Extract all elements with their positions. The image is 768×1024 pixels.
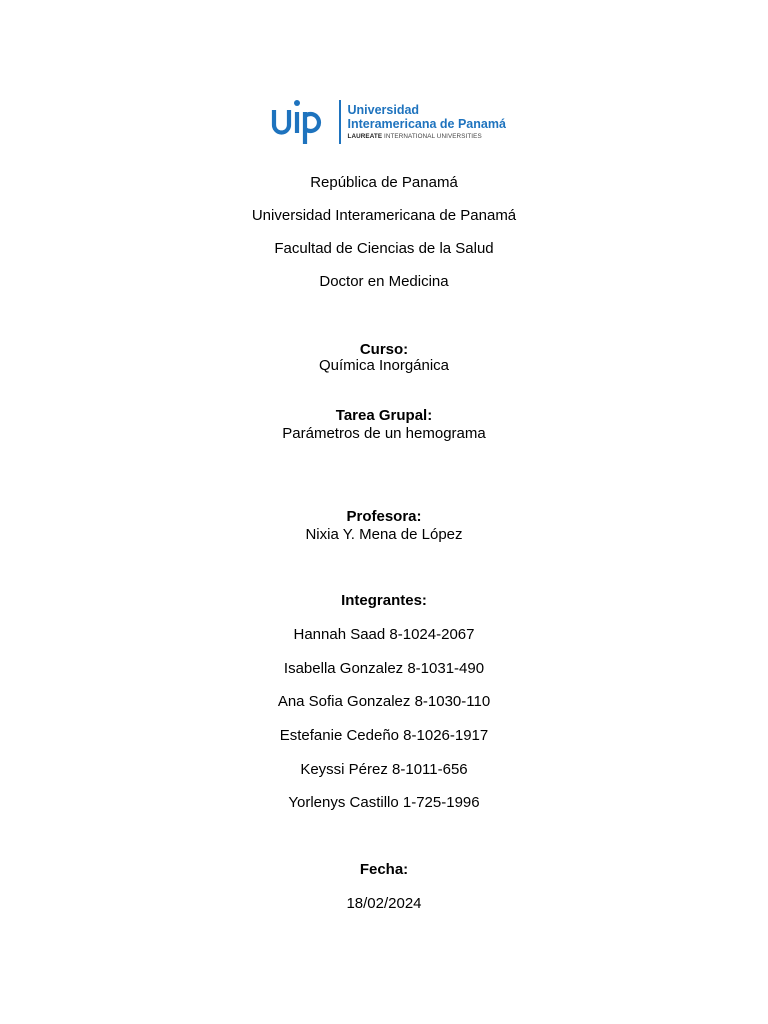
uip-logo-mark <box>270 98 334 146</box>
date-label: Fecha: <box>359 861 409 878</box>
university-logo <box>270 96 506 148</box>
logo-laureate-rest: INTERNATIONAL UNIVERSITIES <box>382 133 482 141</box>
program-line: Doctor en Medicina <box>319 273 449 290</box>
member-item: Ana Sofia Gonzalez 8-1030-110 <box>277 693 491 710</box>
course-value: Química Inorgánica <box>318 357 450 374</box>
member-item: Isabella Gonzalez 8-1031-490 <box>283 660 485 677</box>
course-label: Curso: <box>359 341 409 358</box>
logo-divider <box>339 100 341 144</box>
university-line: Universidad Interamericana de Panamá <box>251 207 517 224</box>
member-item: Yorlenys Castillo 1-725-1996 <box>288 794 480 811</box>
logo-line-universidad: Universidad <box>347 103 420 118</box>
members-label: Integrantes: <box>341 592 427 609</box>
assignment-label: Tarea Grupal: <box>335 407 433 424</box>
member-item: Hannah Saad 8-1024-2067 <box>293 626 475 643</box>
faculty-line: Facultad de Ciencias de la Salud <box>274 240 494 257</box>
country-line: República de Panamá <box>310 174 458 191</box>
logo-wordmark <box>348 103 506 140</box>
assignment-value: Parámetros de un hemograma <box>282 425 486 442</box>
logo-laureate-bold: LAUREATE <box>347 133 383 141</box>
member-item: Estefanie Cedeño 8-1026-1917 <box>279 727 489 744</box>
professor-value: Nixia Y. Mena de López <box>305 526 463 543</box>
member-item: Keyssi Pérez 8-1011-656 <box>300 761 468 778</box>
logo-line-interamericana: Interamericana de Panamá <box>347 117 506 132</box>
date-value: 18/02/2024 <box>346 895 422 912</box>
professor-label: Profesora: <box>346 508 422 525</box>
logo-line-laureate <box>348 134 506 140</box>
